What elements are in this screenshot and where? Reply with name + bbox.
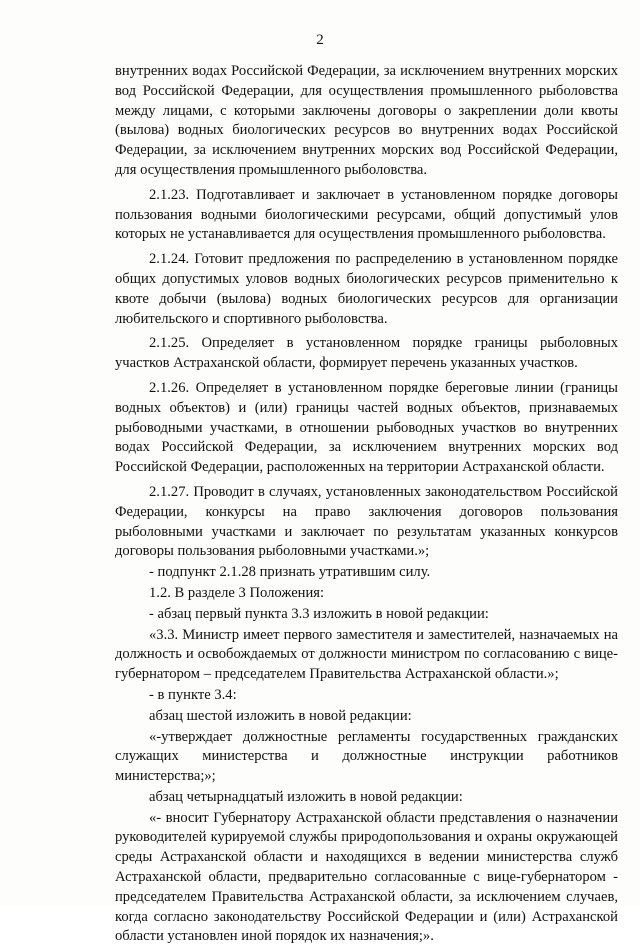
- paragraph-abzac-six-text: «-утверждает должностные регламенты государственных гражданских служащих министерства и должностные инструкции работников министерства;»;: [115, 728, 618, 785]
- paragraph-1-2: 1.2. В разделе 3 Положения:: [149, 584, 325, 601]
- page-number: 2: [316, 32, 324, 48]
- paragraph-2-1-24: 2.1.24. Готовит предложения по распределению в установленном порядке общих допустимых уловов водных биологических ресурсов применительно к квоте добычи (вылова) водных биологических ресурсов для организации любительского и спортивного рыболовства.: [115, 251, 618, 327]
- document-body: [115, 62, 618, 948]
- paragraph-2-1-23: 2.1.23. Подготавливает и заключает в установленном порядке договоры пользования водными биологическими ресурсами, общий допустимый улов которых не устанавливается для осуществления промышленного рыболовства.: [115, 186, 618, 243]
- paragraph-abzac-3-3: - абзац первый пункта 3.3 изложить в новой редакции:: [149, 605, 489, 622]
- paragraph-abzac-fourteen: абзац четырнадцатый изложить в новой редакции:: [149, 788, 463, 805]
- paragraph-subpoint-2-1-28: - подпункт 2.1.28 признать утратившим силу.: [149, 564, 431, 581]
- paragraph-continuation: внутренних водах Российской Федерации, за исключением внутренних морских вод Российской Федерации, для осуществления промышленного рыболовства между лицами, с которыми заключены договоры о закреплении доли квоты (вылова) водных биологических ресурсов во внутренних водах Российской Федерации, за исключением внутренних морских вод Российской Федерации, для осуществления промышленного рыболовства.: [115, 63, 618, 178]
- paragraph-in-3-4: - в пункте 3.4:: [149, 686, 237, 703]
- paragraph-abzac-six: абзац шестой изложить в новой редакции:: [149, 707, 412, 724]
- paragraph-2-1-25: 2.1.25. Определяет в установленном порядке границы рыболовных участков Астраханской области, формирует перечень указанных участков.: [115, 335, 618, 372]
- paragraph-abzac-fourteen-text: «- вносит Губернатору Астраханской области представления о назначении руководителей курируемой службы природопользования и охраны окружающей среды Астраханской области и находящихся в ведении министерства служб Астраханской области, предварительно согласованные с вице-губернатором - председателем Правительства Астраханской области, за исключением случаев, когда согласно законодательству Российской Федерации и (или) Астраханской области установлен иной порядок их назначения;».: [115, 809, 618, 945]
- paragraph-3-3-text: «3.3. Министр имеет первого заместителя и заместителей, назначаемых на должность и освобождаемых от должности министром по согласованию с вице-губернатором – председателем Правительства Астраханской области.»;: [115, 626, 618, 683]
- paragraph-2-1-26: 2.1.26. Определяет в установленном порядке береговые линии (границы водных объектов) и (или) границы частей водных объектов, признаваемых рыбоводными участками, в отношении рыбоводных участков во внутренних водах Российской Федерации, за исключением внутренних морских вод Российской Федерации, расположенных на территории Астраханской области.: [115, 379, 618, 476]
- paragraph-2-1-27: 2.1.27. Проводит в случаях, установленных законодательством Российской Федерации, конкурсы на право заключения договоров пользования рыболовными участками и заключает по результатам указанных конкурсов договоры пользования рыболовными участками.»;: [115, 483, 618, 560]
